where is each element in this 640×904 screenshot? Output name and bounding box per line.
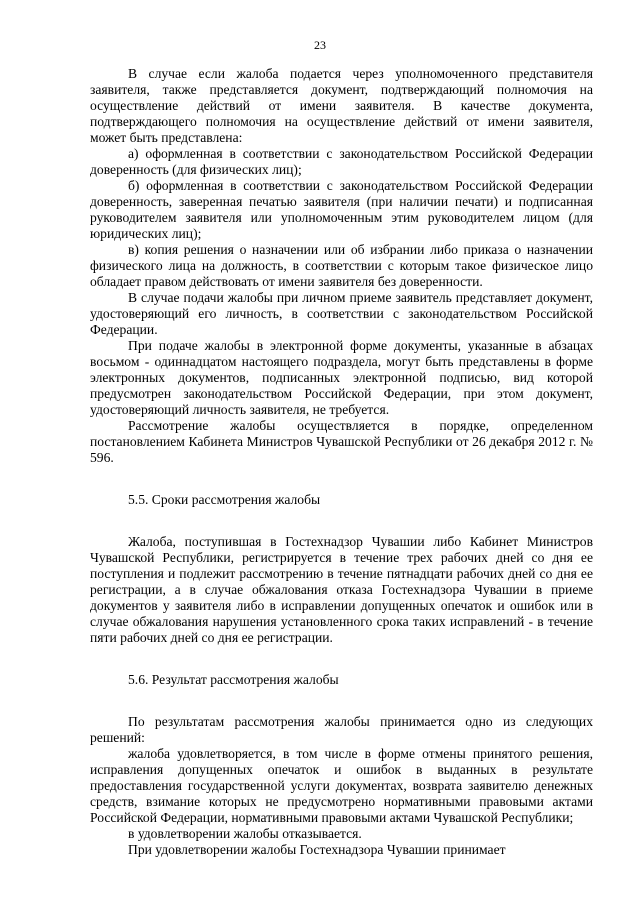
paragraph: При подаче жалобы в электронной форме документы, указанные в абзацах восьмом - одиннадцатом настоящего подраздела, могут быть представлены в форме электронных документов, подписанных электронной подписью, вид которой предусмотрен законодательством Российской Федерации, при этом документ, удостоверяющий личность заявителя, не требуется. <box>90 338 593 417</box>
paragraph: жалоба удовлетворяется, в том числе в форме отмены принятого решения, исправления допущенных опечаток и ошибок в выданных в результате предоставления государственной услуги документах, возврата заявителю денежных средств, взимание которых не предусмотрено нормативными правовыми актами Российской Федерации, нормативными правовыми актами Чувашской Республики; <box>90 746 593 825</box>
section-heading-5-6: 5.6. Результат рассмотрения жалобы <box>128 672 339 687</box>
page-number: 23 <box>314 38 326 52</box>
paragraph: в) копия решения о назначении или об избрании либо приказа о назначении физического лица на должность, в соответствии с которым такое физическое лицо обладает правом действовать от имени заявителя без доверенности. <box>90 242 593 289</box>
paragraph: По результатам рассмотрения жалобы принимается одно из следующих решений: <box>90 714 593 745</box>
document-body <box>90 66 593 858</box>
paragraph: Жалоба, поступившая в Гостехнадзор Чувашии либо Кабинет Министров Чувашской Республики, регистрируется в течение трех рабочих дней со дня ее поступления и подлежит рассмотрению в течение пятнадцати рабочих дней со дня ее регистрации, а в случае обжалования отказа Гостехнадзора Чувашии в приеме документов у заявителя либо в исправлении допущенных опечаток и ошибок или в случае обжалования нарушения установленного срока таких исправлений - в течение пяти рабочих дней со дня ее регистрации. <box>90 534 593 645</box>
paragraph: в удовлетворении жалобы отказывается. <box>128 826 362 841</box>
paragraph: В случае подачи жалобы при личном приеме заявитель представляет документ, удостоверяющий его личность, в соответствии с законодательством Российской Федерации. <box>90 290 593 337</box>
paragraph: При удовлетворении жалобы Гостехнадзора Чувашии принимает <box>128 842 506 857</box>
paragraph: В случае если жалоба подается через уполномоченного представителя заявителя, также представляется документ, подтверждающий полномочия на осуществление действий от имени заявителя. В качестве документа, подтверждающего полномочия на осуществление действий от имени заявителя, может быть представлена: <box>90 66 593 145</box>
paragraph: б) оформленная в соответствии с законодательством Российской Федерации доверенность, заверенная печатью заявителя (при наличии печати) и подписанная руководителем заявителя или уполномоченным этим руководителем лицом (для юридических лиц); <box>90 178 593 241</box>
paragraph: Рассмотрение жалобы осуществляется в порядке, определенном постановлением Кабинета Министров Чувашской Республики от 26 декабря 2012 г. № 596. <box>90 418 593 465</box>
paragraph: а) оформленная в соответствии с законодательством Российской Федерации доверенность (для физических лиц); <box>90 146 593 177</box>
section-heading-5-5: 5.5. Сроки рассмотрения жалобы <box>128 492 321 507</box>
